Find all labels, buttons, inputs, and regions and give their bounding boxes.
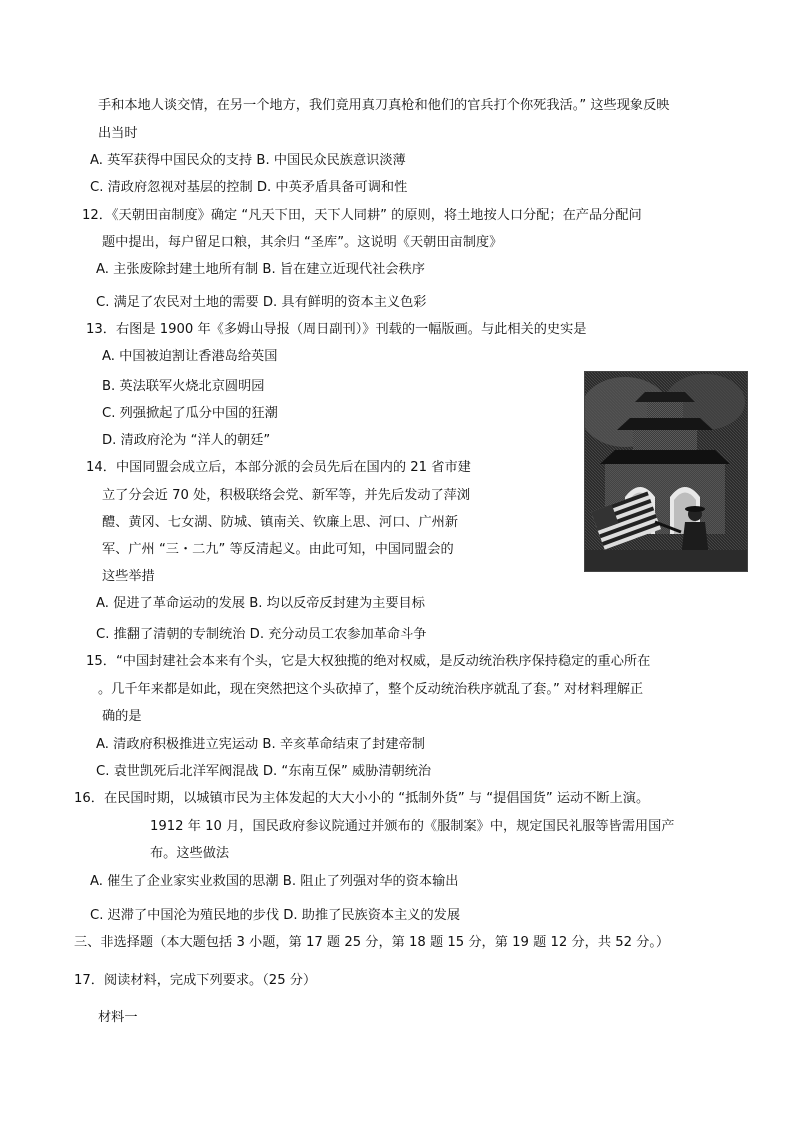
q12-options-ab: A. 主张废除封建土地所有制 B. 旨在建立近现代社会秩序 — [96, 262, 425, 277]
q12-stem-line2: 题中提出，每户留足口粮，其余归 “圣库”。这说明《天朝田亩制度》 — [102, 235, 503, 250]
q15-options-ab: A. 清政府积极推进立宪运动 B. 辛亥革命结束了封建帝制 — [96, 737, 425, 752]
q13-option-c: C. 列强掀起了瓜分中国的狂潮 — [102, 406, 278, 421]
q14-stem-line3: 醴、黄冈、七女湖、防城、镇南关、钦廉上思、河口、广州新 — [102, 515, 459, 530]
q14-options-cd: C. 推翻了清朝的专制统治 D. 充分动员工农参加革命斗争 — [96, 627, 427, 642]
q15-stem-line3: 确的是 — [102, 709, 142, 724]
q11-options-ab: A. 英军获得中国民众的支持 B. 中国民众民族意识淡薄 — [90, 153, 406, 168]
q16-options-cd: C. 迟滞了中国沦为殖民地的步伐 D. 助推了民族资本主义的发展 — [90, 908, 461, 923]
section-heading: 三、非选择题（本大题包括 3 小题，第 17 题 25 分，第 18 题 15 分，第 19 题 12 分，共 52 分。） — [74, 935, 670, 950]
q16-stem-line1: 16．在民国时期，以城镇市民为主体发起的大大小小的 “抵制外货” 与 “提倡国货” 运动不断上演。 — [74, 791, 650, 806]
q16-stem-line2: 1912 年 10 月，国民政府参议院通过并颁布的《服制案》中，规定国民礼服等皆需用国产 — [150, 819, 675, 834]
q11-stem-line1: 手和本地人谈交情，在另一个地方，我们竟用真刀真枪和他们的官兵打个你死我活。” 这些现象反映 — [98, 98, 670, 113]
q11-stem-line2: 出当时 — [98, 126, 138, 141]
q12-stem-line1: 12．《天朝田亩制度》确定 “凡天下田，天下人同耕” 的原则，将土地按人口分配；在产品分配问 — [82, 208, 642, 223]
q15-options-cd: C. 袁世凯死后北洋军阀混战 D. “东南互保” 威胁清朝统治 — [96, 764, 432, 779]
q11-options-cd: C. 清政府忽视对基层的控制 D. 中英矛盾具备可调和性 — [90, 180, 408, 195]
q15-stem-line2: 。几千年来都是如此，现在突然把这个头砍掉了，整个反动统治秩序就乱了套。” 对材料理解正 — [98, 682, 644, 697]
q16-stem-line3: 布。这些做法 — [150, 846, 230, 861]
q14-stem-line5: 这些举措 — [102, 569, 155, 584]
q13-option-b: B. 英法联军火烧北京圆明园 — [102, 379, 265, 394]
q14-stem-line2: 立了分会近 70 处，积极联络会党、新军等，并先后发动了萍浏 — [102, 488, 471, 503]
q13-option-a: A. 中国被迫割让香港岛给英国 — [102, 349, 278, 364]
q16-options-ab: A. 催生了企业家实业救国的思潮 B. 阻止了列强对华的资本输出 — [90, 874, 459, 889]
q13-stem: 13．右图是 1900 年《多姆山导报（周日副刊）》刊载的一幅版画。与此相关的史实是 — [86, 322, 587, 337]
engraving-image — [584, 371, 748, 572]
q17-stem: 17．阅读材料，完成下列要求。（25 分） — [74, 973, 317, 988]
q17-material-label: 材料一 — [98, 1010, 138, 1025]
q14-options-ab: A. 促进了革命运动的发展 B. 均以反帝反封建为主要目标 — [96, 596, 425, 611]
q14-stem-line4: 军、广州 “三・二九” 等反清起义。由此可知，中国同盟会的 — [102, 542, 454, 557]
q12-options-cd: C. 满足了农民对土地的需要 D. 具有鲜明的资本主义色彩 — [96, 295, 427, 310]
q15-stem-line1: 15．“中国封建社会本来有个头，它是大权独揽的绝对权威，是反动统治秩序保持稳定的重心所在 — [86, 654, 651, 669]
q14-stem-line1: 14．中国同盟会成立后，本部分派的会员先后在国内的 21 省市建 — [86, 460, 471, 475]
q13-option-d: D. 清政府沦为 “洋人的朝廷” — [102, 433, 271, 448]
